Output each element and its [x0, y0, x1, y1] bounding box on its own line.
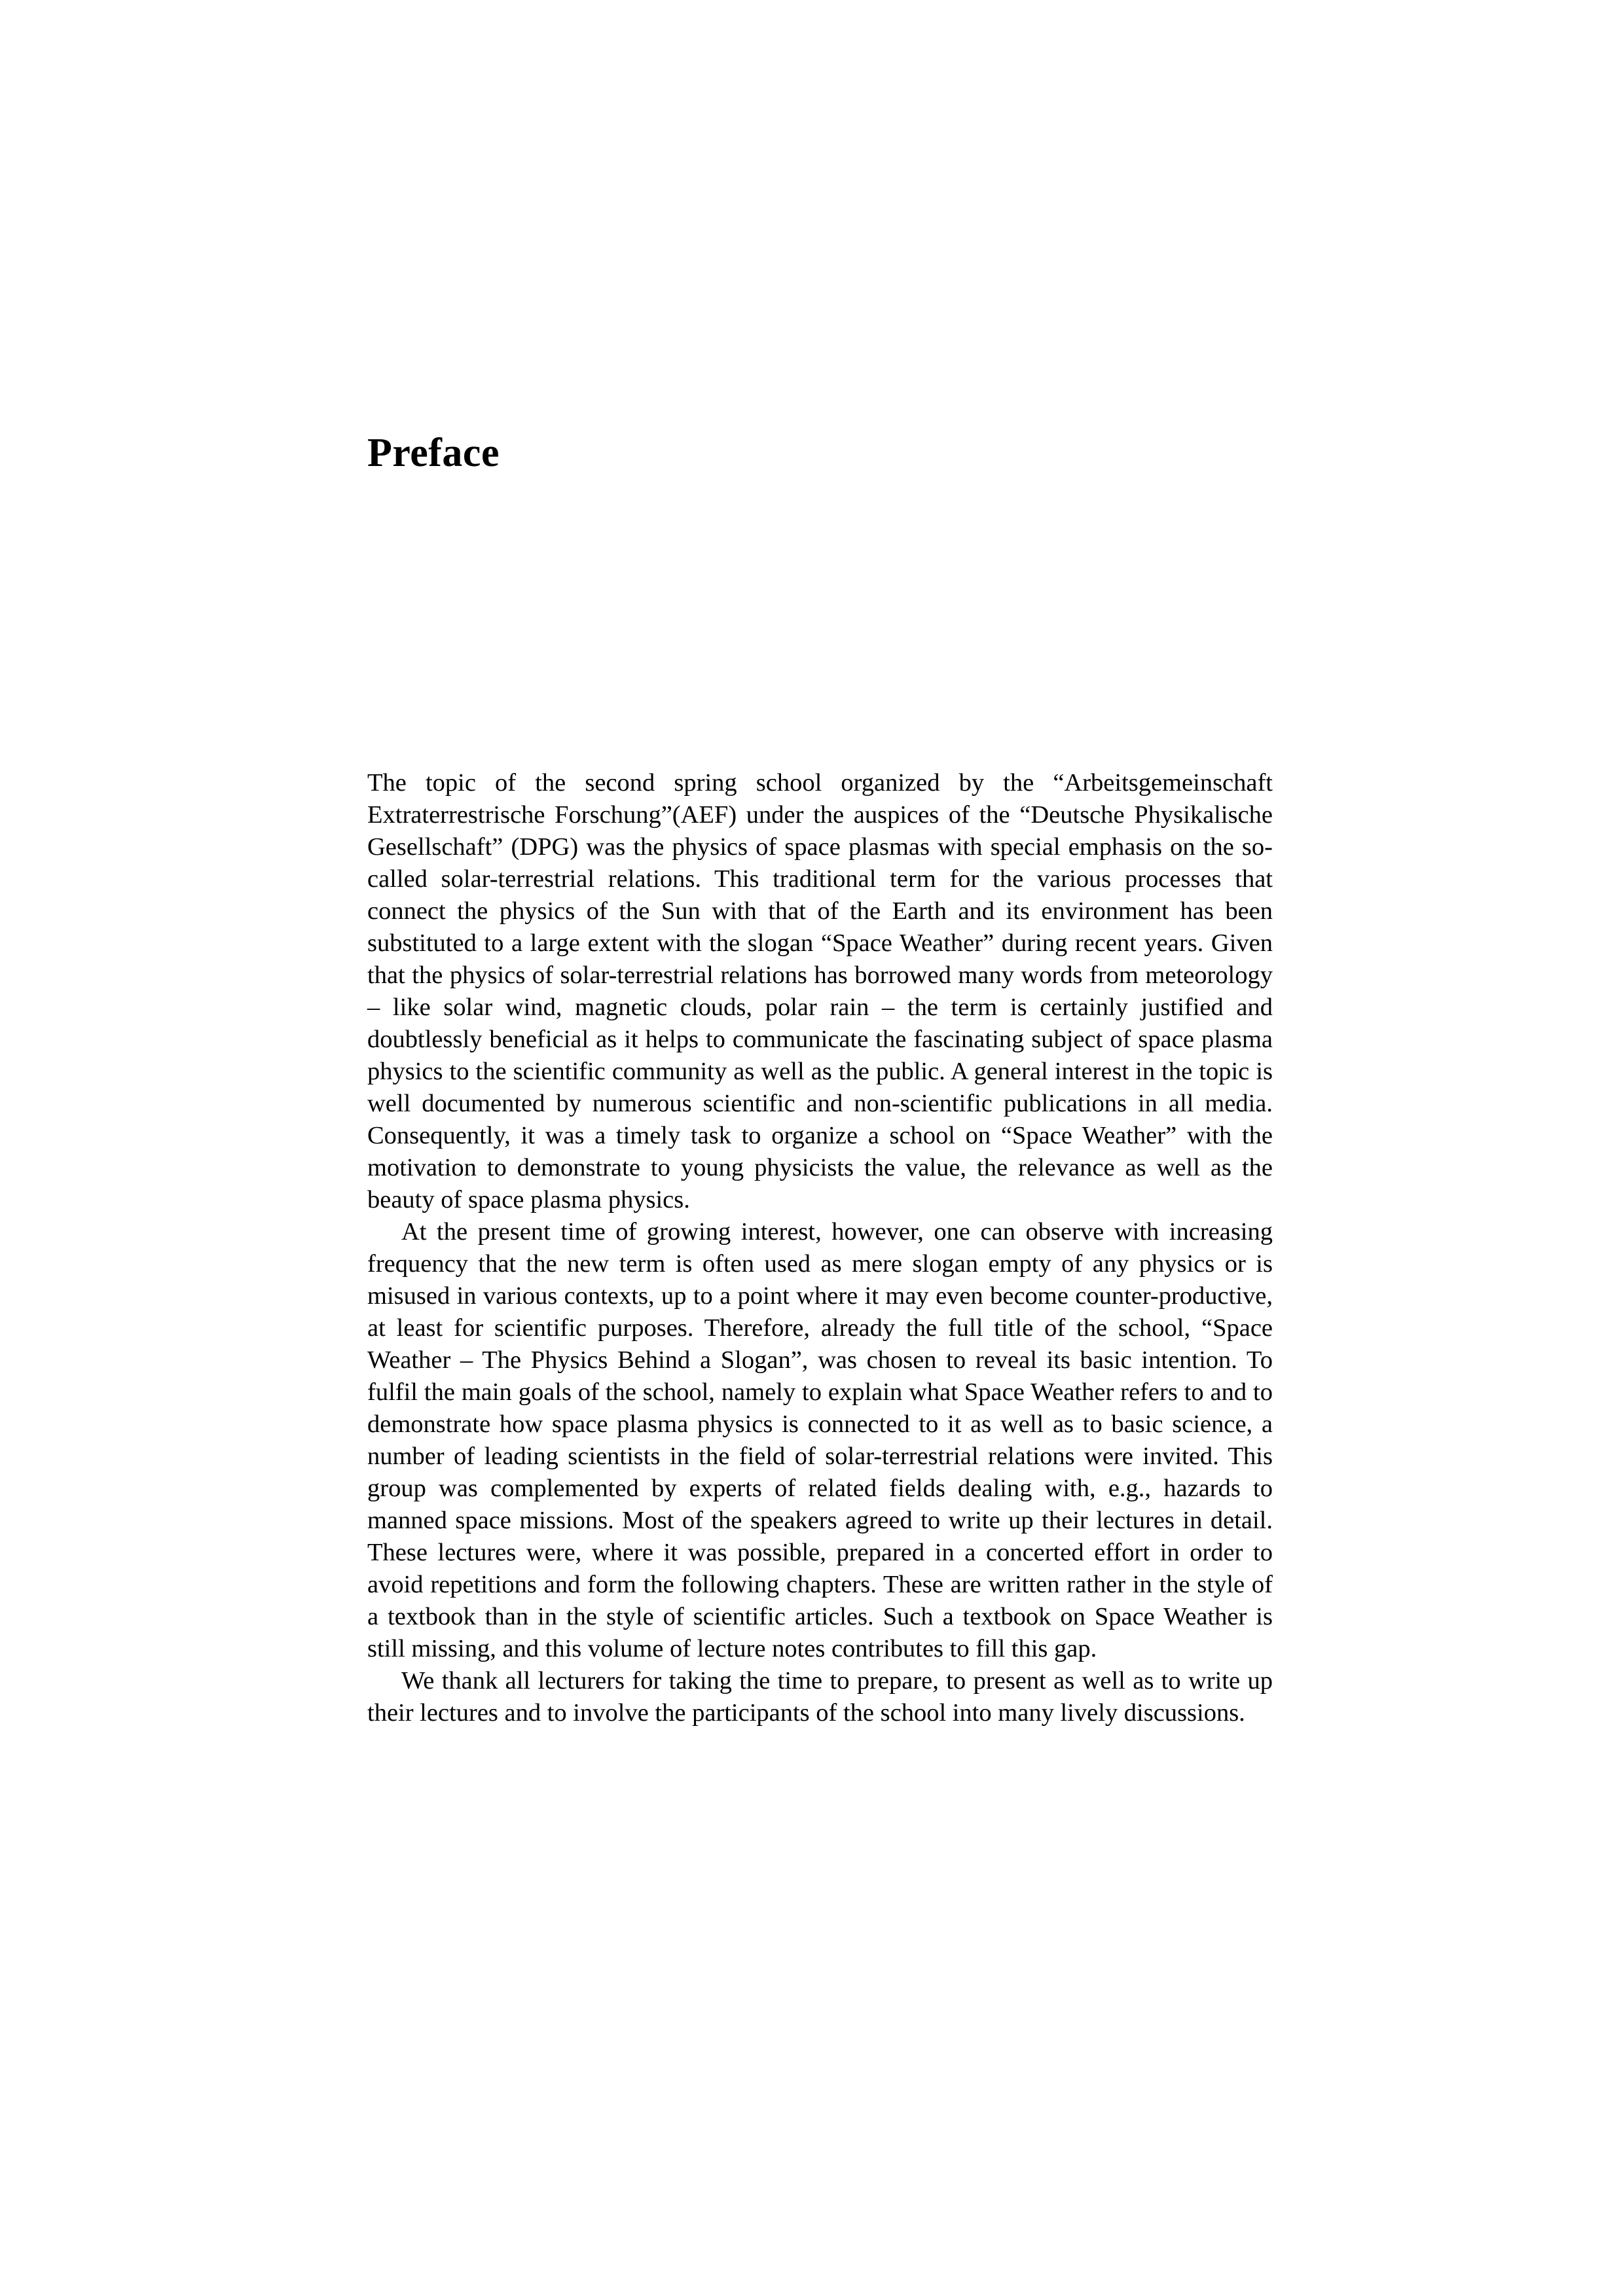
body-text [367, 767, 1273, 1729]
paragraph-2: At the present time of growing interest, however, one can observe with increasing frequency that the new term is often used as mere slogan empty of any physics or is misused in various contexts, up to a point where it may even become counter-productive, at least for scientific purposes. Therefore, already the full title of the school, “Space Weather – The Physics Behind a Slogan”, was chosen to reveal its basic intention. To fulfil the main goals of the school, namely to explain what Space Weather refers to and to demonstrate how space plasma physics is connected to it as well as to basic science, a number of leading scientists in the field of solar-terrestrial relations were invited. This group was complemented by experts of related fields dealing with, e.g., hazards to manned space missions. Most of the speakers agreed to write up their lectures in detail. These lectures were, where it was possible, prepared in a concerted effort in order to avoid repetitions and form the following chapters. These are written rather in the style of a textbook than in the style of scientific articles. Such a textbook on Space Weather is still missing, and this volume of lecture notes contributes to fill this gap. [367, 1218, 1273, 1662]
paragraph-3: We thank all lecturers for taking the time to prepare, to present as well as to write up their lectures and to involve the participants of the school into many lively discussions. [367, 1667, 1273, 1727]
paragraph-1: The topic of the second spring school organized by the “Arbeitsgemeinschaft Extraterrestrische Forschung”(AEF) under the auspices of the “Deutsche Physikalische Gesellschaft” (DPG) was the physics of space plasmas with special emphasis on the so-called solar-terrestrial relations. This traditional term for the various processes that connect the physics of the Sun with that of the Earth and its environment has been substituted to a large extent with the slogan “Space Weather” during recent years. Given that the physics of solar-terrestrial relations has borrowed many words from meteorology – like solar wind, magnetic clouds, polar rain – the term is certainly justified and doubtlessly beneficial as it helps to communicate the fascinating subject of space plasma physics to the scientific community as well as the public. A general interest in the topic is well documented by numerous scientific and non-scientific publications in all media. Consequently, it was a timely task to organize a school on “Space Weather” with the motivation to demonstrate to young physicists the value, the relevance as well as the beauty of space plasma physics. [367, 769, 1273, 1213]
page-title: Preface [367, 431, 500, 475]
